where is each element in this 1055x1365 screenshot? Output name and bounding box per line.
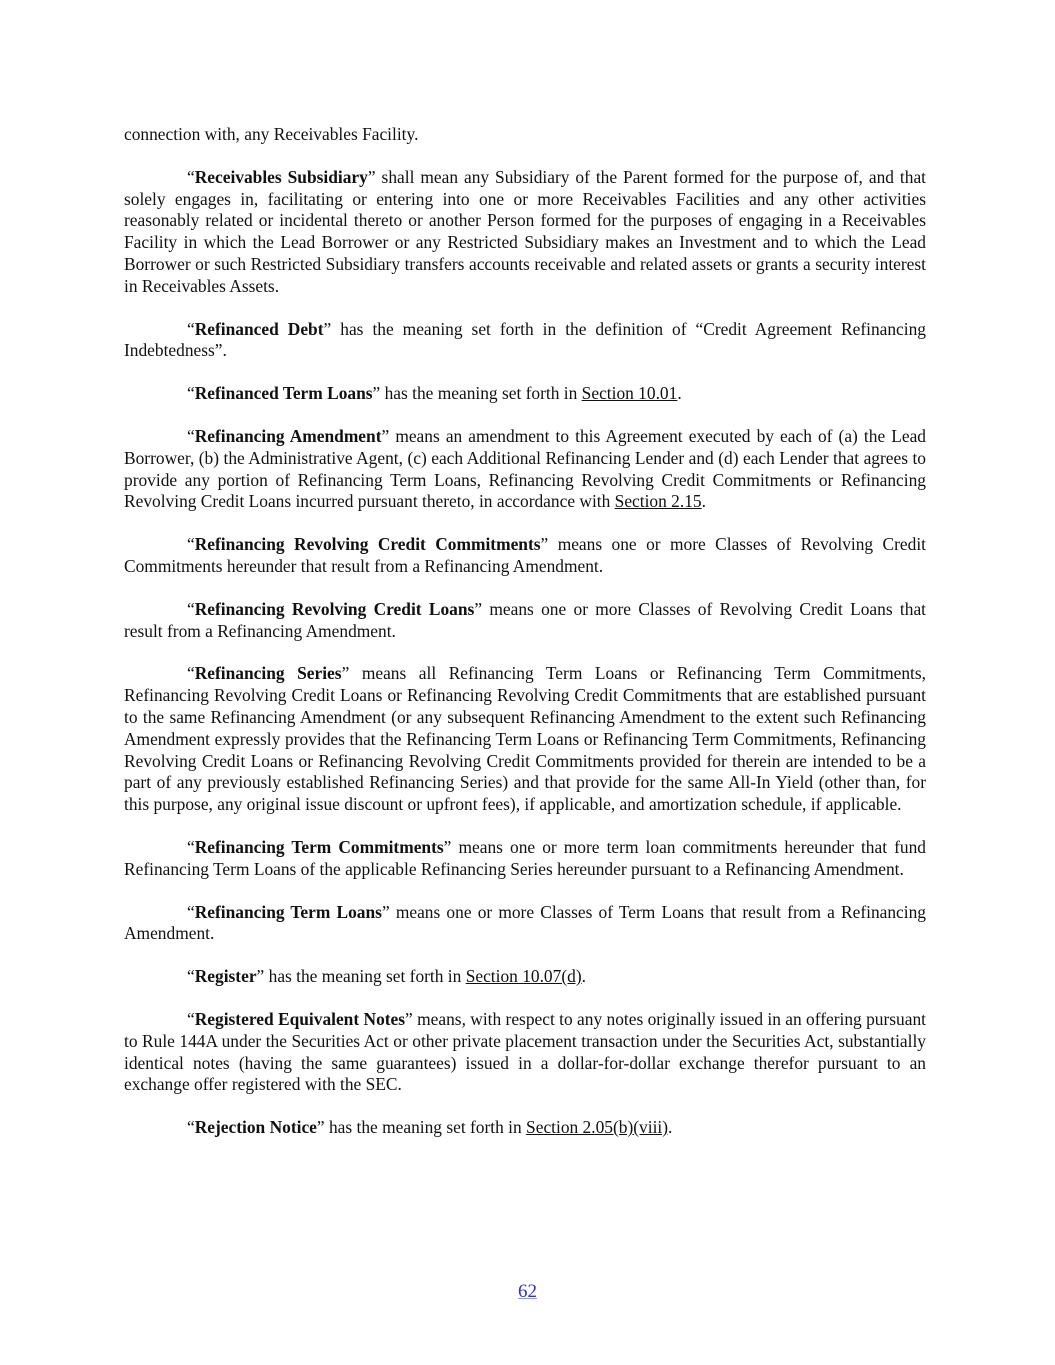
definition-text: means, with respect to any notes originally issued in an offering pursuant to Rule 144A under the Securities Act or other private placement transaction under the Securities Act, substantially identical notes (having the same guarantees) issued in a dollar-for-dollar exchange therefor pursuant to an exchange offer registered with the SEC.: [124, 1008, 926, 1095]
section-reference-link[interactable]: Section 10.07(d): [465, 966, 582, 987]
definition-text: means an amendment to this Agreement executed by each of (a) the Lead Borrower, (b) the Administrative Agent, (c) each Additional Refinancing Lender and (d) each Lender that agrees to provide any portion of Refinancing Term Loans, Refinancing Revolving Credit Commitments or Refinancing Revolving Credit Loans incurred pursuant thereto, in accordance with: [124, 425, 927, 512]
open-quote: “: [187, 836, 195, 857]
close-quote: ”: [381, 425, 390, 446]
definition-register: [124, 966, 926, 988]
close-quote: ”: [341, 663, 350, 684]
definition-registered-equivalent-notes: [124, 1009, 926, 1096]
page-number-link[interactable]: 62: [518, 1281, 537, 1302]
section-reference-link[interactable]: Section 2.05(b)(viii): [526, 1117, 669, 1138]
defined-term: Receivables Subsidiary: [194, 166, 368, 187]
defined-term: Refinancing Amendment: [194, 425, 382, 446]
defined-term: Refinancing Term Loans: [194, 901, 382, 922]
open-quote: “: [187, 425, 195, 446]
definition-refinanced-term-loans: [124, 383, 926, 405]
close-quote: ”: [381, 901, 390, 922]
definition-text-end: .: [701, 491, 706, 512]
defined-term: Register: [194, 966, 257, 987]
defined-term: Refinancing Term Commitments: [194, 836, 444, 857]
definition-text: means one or more Classes of Revolving Credit Loans that result from a Refinancing Amendment.: [124, 598, 926, 641]
defined-term: Rejection Notice: [194, 1117, 317, 1138]
close-quote: ”: [443, 836, 452, 857]
open-quote: “: [187, 534, 195, 555]
defined-term: Refinancing Revolving Credit Commitments: [194, 534, 541, 555]
close-quote: ”: [540, 534, 549, 555]
definition-text: shall mean any Subsidiary of the Parent formed for the purpose of, and that solely engages in, facilitating or entering into one or more Receivables Facilities and any other activities reasonably related or incidental thereto or another Person formed for the purposes of engaging in a Receivables Facility in which the Lead Borrower or any Restricted Subsidiary makes an Investment and to which the Lead Borrower or such Restricted Subsidiary transfers accounts receivable and related assets or grants a security interest in Receivables Assets.: [124, 166, 926, 296]
page-number: [0, 1281, 1055, 1303]
close-quote: ”: [256, 966, 265, 987]
close-quote: ”: [367, 166, 376, 187]
definition-text-end: .: [581, 966, 586, 987]
definition-refinancing-term-commitments: [124, 837, 926, 881]
document-page: [124, 124, 926, 1160]
defined-term: Registered Equivalent Notes: [194, 1008, 406, 1029]
defined-term: Refinancing Revolving Credit Loans: [194, 598, 475, 619]
definition-refinancing-series: [124, 663, 926, 816]
definition-text: means one or more term loan commitments hereunder that fund Refinancing Term Loans of the applicable Refinancing Series hereunder pursuant to a Refinancing Amendment.: [124, 836, 926, 879]
defined-term: Refinanced Term Loans: [194, 383, 373, 404]
close-quote: ”: [323, 318, 332, 339]
definition-text: has the meaning set forth in: [264, 966, 466, 987]
definition-refinancing-revolving-credit-commitments: [124, 534, 926, 578]
definition-text: means all Refinancing Term Loans or Refinancing Term Commitments, Refinancing Revolving Credit Loans or Refinancing Revolving Credit Commitments that are established pursuant to the same Refinancing Amendment (or any subsequent Refinancing Amendment to the extent such Refinancing Amendment expressly provides that the Refinancing Term Loans or Refinancing Term Commitments, Refinancing Revolving Credit Loans or Refinancing Revolving Credit Commitments provided for therein are intended to be a part of any previously established Refinancing Series) and that provide for the same All-In Yield (other than, for this purpose, any original issue discount or upfront fees), if applicable, and amortization schedule, if applicable.: [124, 663, 926, 815]
definition-refinancing-term-loans: [124, 902, 926, 946]
open-quote: “: [187, 383, 195, 404]
definition-rejection-notice: [124, 1117, 926, 1139]
close-quote: ”: [372, 383, 381, 404]
open-quote: “: [187, 663, 195, 684]
definition-text: means one or more Classes of Term Loans that result from a Refinancing Amendment.: [124, 901, 926, 944]
definition-refinancing-amendment: [124, 426, 926, 513]
definition-text: means one or more Classes of Revolving Credit Commitments hereunder that result from a Refinancing Amendment.: [124, 534, 927, 576]
open-quote: “: [187, 1117, 195, 1138]
open-quote: “: [187, 598, 195, 619]
defined-term: Refinanced Debt: [194, 318, 324, 339]
definition-text-end: .: [668, 1117, 673, 1138]
open-quote: “: [187, 901, 195, 922]
section-reference-link[interactable]: Section 2.15: [614, 491, 702, 512]
open-quote: “: [187, 966, 195, 987]
open-quote: “: [187, 1008, 195, 1029]
close-quote: ”: [474, 598, 483, 619]
definition-receivables-subsidiary: [124, 167, 926, 298]
open-quote: “: [187, 166, 195, 187]
section-reference-link[interactable]: Section 10.01: [581, 383, 678, 404]
definition-refinanced-debt: [124, 319, 926, 363]
continuation-paragraph: connection with, any Receivables Facility.: [124, 124, 419, 144]
close-quote: ”: [316, 1117, 325, 1138]
defined-term: Refinancing Series: [194, 663, 342, 684]
definition-text: has the meaning set forth in: [380, 383, 582, 404]
close-quote: ”: [405, 1008, 413, 1029]
definition-text-end: .: [677, 383, 682, 404]
definition-text: has the meaning set forth in: [324, 1117, 527, 1138]
definition-text: has the meaning set forth in the definition of “Credit Agreement Refinancing Indebtedness”.: [124, 318, 926, 361]
definition-refinancing-revolving-credit-loans: [124, 599, 926, 643]
open-quote: “: [187, 318, 195, 339]
